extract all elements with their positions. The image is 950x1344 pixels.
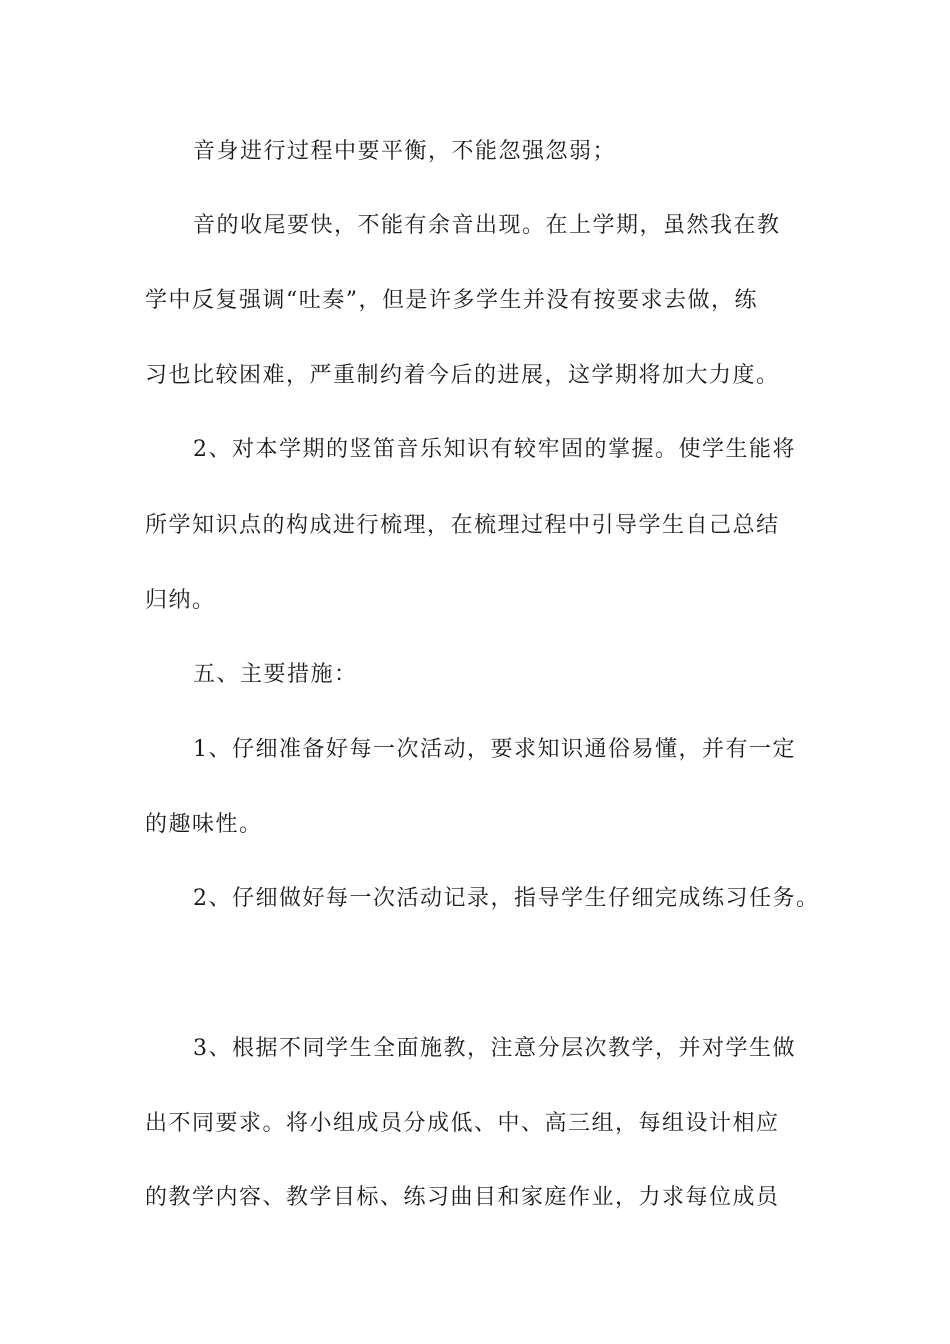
section-heading: 五、主要措施：: [193, 662, 358, 687]
paragraph-line-4: 习也比较困难，严重制约着今后的进展，这学期将加大力度。: [145, 363, 780, 388]
paragraph-line-1: 音身进行过程中要平衡，不能忽强忽弱；: [193, 139, 617, 164]
paragraph-line-12: 3、根据不同学生全面施教，注意分层次教学，并对学生做: [193, 1036, 796, 1061]
paragraph-line-6: 所学知识点的构成进行梳理，在梳理过程中引导学生自己总结: [145, 513, 780, 538]
paragraph-line-3: 学中反复强调“吐奏”，但是许多学生并没有按要求去做，练: [145, 288, 758, 313]
paragraph-line-7: 归纳。: [145, 588, 216, 613]
paragraph-line-10: 的趣味性。: [145, 812, 263, 837]
paragraph-line-9: 1、仔细准备好每一次活动，要求知识通俗易懂，并有一定: [193, 737, 796, 762]
paragraph-line-13: 出不同要求。将小组成员分成低、中、高三组，每组设计相应: [145, 1111, 780, 1136]
paragraph-line-11: 2、仔细做好每一次活动记录，指导学生仔细完成练习任务。: [193, 886, 820, 911]
paragraph-line-2: 音的收尾要快，不能有余音出现。在上学期，虽然我在教: [193, 213, 781, 238]
paragraph-line-5: 2、对本学期的竖笛音乐知识有较牢固的掌握。使学生能将: [193, 437, 796, 462]
paragraph-line-14: 的教学内容、教学目标、练习曲目和家庭作业，力求每位成员: [145, 1185, 780, 1210]
